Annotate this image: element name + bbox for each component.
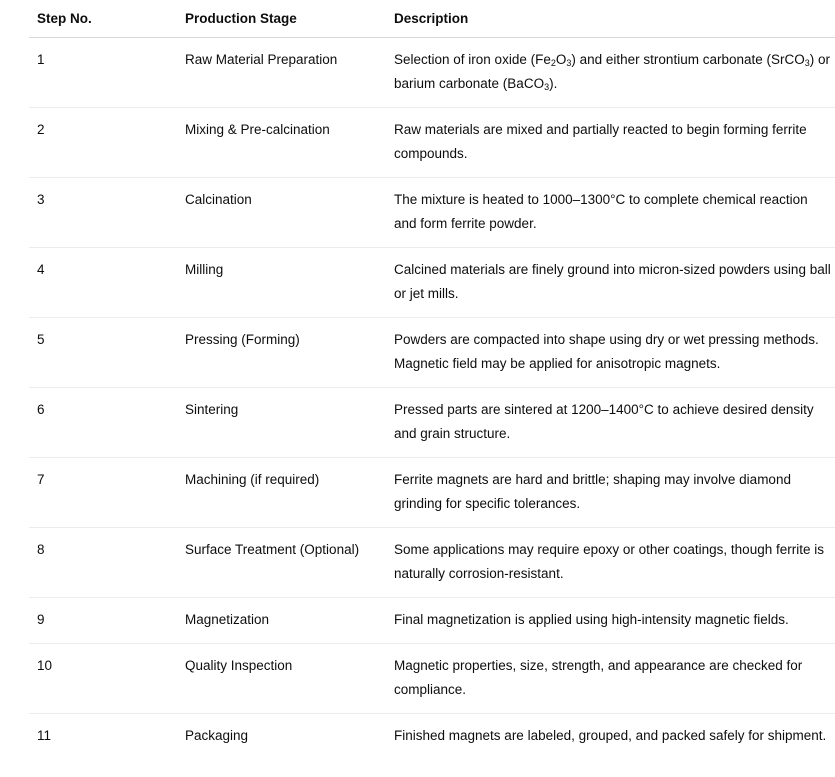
description: Pressed parts are sintered at 1200–1400°C to achieve desired density and grain structure. (386, 388, 835, 458)
description: The mixture is heated to 1000–1300°C to complete chemical reaction and form ferrite powder. (386, 178, 835, 248)
table-row (29, 528, 835, 598)
production-stage: Pressing (Forming) (177, 318, 386, 388)
production-stage: Quality Inspection (177, 644, 386, 714)
step-number: 10 (29, 644, 177, 714)
table-header-row (29, 0, 835, 38)
step-number: 11 (37, 728, 52, 743)
step-number: 2 (29, 108, 177, 178)
step-number: 3 (29, 178, 177, 248)
table-row (29, 178, 835, 248)
production-stage: Magnetization (177, 598, 386, 644)
table-row (29, 108, 835, 178)
production-stage: Packaging (185, 728, 249, 743)
header-production-stage: Production Stage (177, 0, 386, 38)
header-step-no: Step No. (29, 0, 177, 38)
step-number: 6 (29, 388, 177, 458)
step-number: 9 (29, 598, 177, 644)
description: Final magnetization is applied using high-intensity magnetic fields. (386, 598, 835, 644)
table-row (29, 38, 835, 108)
description: Calcined materials are finely ground into micron-sized powders using ball or jet mills. (386, 248, 835, 318)
production-stage: Calcination (177, 178, 386, 248)
table-row (29, 458, 835, 528)
description: Finished magnets are labeled, grouped, and packed safely for shipment. (394, 728, 827, 743)
step-number: 4 (29, 248, 177, 318)
production-stage: Machining (if required) (177, 458, 386, 528)
step-number: 1 (29, 38, 177, 108)
table-row (29, 318, 835, 388)
step-number: 8 (29, 528, 177, 598)
description: Raw materials are mixed and partially reacted to begin forming ferrite compounds. (386, 108, 835, 178)
description: Some applications may require epoxy or other coatings, though ferrite is naturally corrosion-resistant. (386, 528, 835, 598)
description: Magnetic properties, size, strength, and appearance are checked for compliance. (386, 644, 835, 714)
header-description: Description (386, 0, 835, 38)
production-stage: Sintering (177, 388, 386, 458)
production-stage: Raw Material Preparation (177, 38, 386, 108)
production-process-table (29, 0, 835, 759)
description: Powders are compacted into shape using dry or wet pressing methods. Magnetic field may be applied for anisotropic magnets. (386, 318, 835, 388)
description: Selection of iron oxide $(Fe_2O_3)$ and either strontium carbonate (SrCO$_3$) or barium carbonate (BaCO$_3$). (386, 38, 835, 108)
table-row (29, 248, 835, 318)
table-row (29, 388, 835, 458)
production-stage: Mixing & Pre-calcination (177, 108, 386, 178)
table-row (29, 598, 835, 644)
table-row (29, 644, 835, 714)
description: Ferrite magnets are hard and brittle; shaping may involve diamond grinding for specific tolerances. (386, 458, 835, 528)
production-stage: Surface Treatment (Optional) (177, 528, 386, 598)
table-row (29, 714, 835, 760)
step-number: 7 (29, 458, 177, 528)
step-number: 5 (29, 318, 177, 388)
production-stage: Milling (177, 248, 386, 318)
